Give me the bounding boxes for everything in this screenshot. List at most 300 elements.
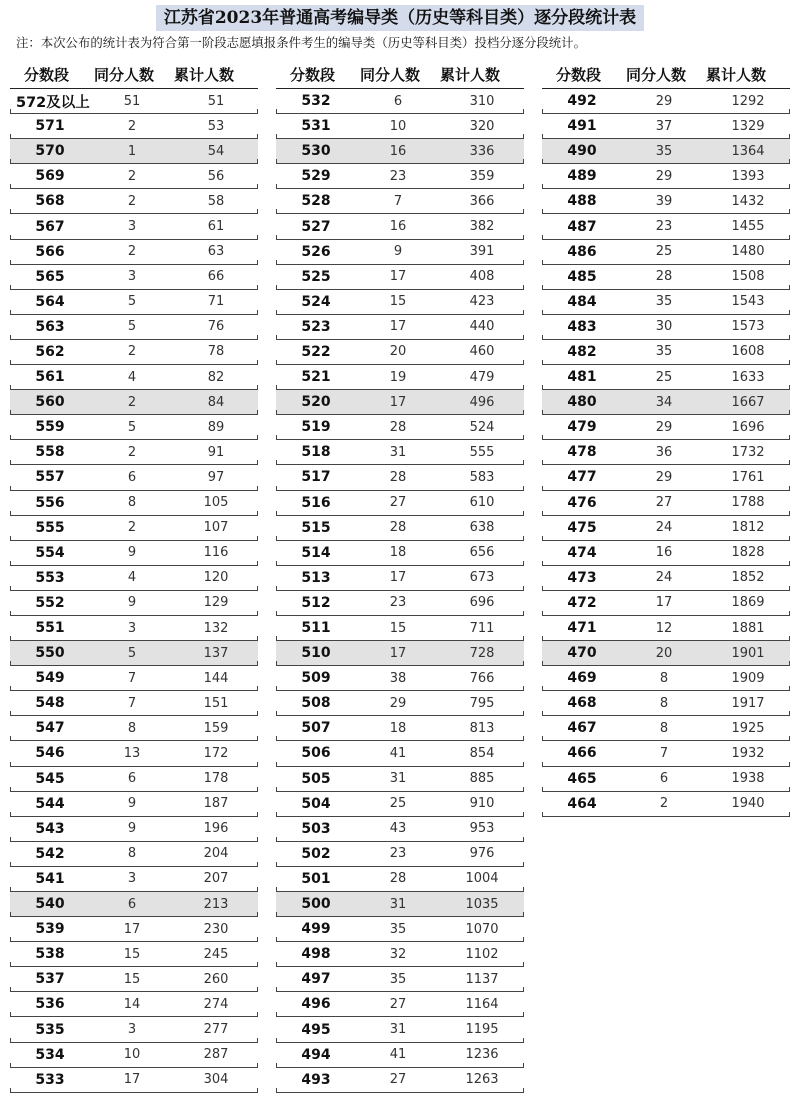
table-row: [542, 114, 790, 139]
header-cumulative: 累计人数: [174, 65, 235, 84]
cumulative-cell: 1852: [731, 570, 765, 586]
same-count-cell: 17: [389, 394, 407, 410]
table-row: [276, 1068, 524, 1093]
score-cell: 464: [567, 795, 597, 812]
cumulative-cell: 260: [203, 971, 229, 987]
same-count-cell: 14: [123, 996, 141, 1012]
table-row: [10, 290, 258, 315]
score-cell: 465: [567, 770, 597, 787]
same-count-cell: 5: [127, 319, 137, 335]
cumulative-cell: 310: [469, 93, 495, 109]
same-count-cell: 1: [127, 143, 137, 159]
cumulative-cell: 277: [203, 1022, 229, 1038]
table-row: [276, 1017, 524, 1042]
table-row: [542, 691, 790, 716]
same-count-cell: 2: [127, 118, 137, 134]
same-count-cell: 23: [389, 846, 407, 862]
table-row: [276, 541, 524, 566]
cumulative-cell: 1901: [731, 645, 765, 661]
cumulative-cell: 1828: [731, 545, 765, 561]
cumulative-cell: 391: [469, 244, 495, 260]
same-count-cell: 35: [655, 294, 673, 310]
cumulative-cell: 1812: [731, 520, 765, 536]
table-column-2: [276, 60, 524, 1093]
table-row: [276, 89, 524, 114]
table-row: [542, 516, 790, 541]
same-count-cell: 17: [389, 570, 407, 586]
same-count-cell: 18: [389, 545, 407, 561]
score-cell: 475: [567, 519, 597, 536]
cumulative-cell: 1455: [731, 219, 765, 235]
score-cell: 498: [301, 946, 331, 963]
score-cell: 508: [301, 695, 331, 712]
same-count-cell: 24: [655, 520, 673, 536]
cumulative-cell: 524: [469, 419, 495, 435]
same-count-cell: 25: [655, 369, 673, 385]
cumulative-cell: 1236: [465, 1047, 499, 1063]
score-cell: 470: [567, 645, 597, 662]
same-count-cell: 16: [389, 143, 407, 159]
score-cell: 568: [35, 193, 65, 210]
score-cell: 471: [567, 620, 597, 637]
same-count-cell: 35: [655, 344, 673, 360]
cumulative-cell: 54: [207, 143, 225, 159]
same-count-cell: 35: [389, 921, 407, 937]
table-header: [10, 60, 258, 88]
cumulative-cell: 204: [203, 846, 229, 862]
cumulative-cell: 187: [203, 796, 229, 812]
score-cell: 517: [301, 469, 331, 486]
table-row: [276, 315, 524, 340]
cumulative-cell: 336: [469, 143, 495, 159]
cumulative-cell: 1195: [465, 1022, 499, 1038]
table-row: [10, 967, 258, 992]
cumulative-cell: 1608: [731, 344, 765, 360]
same-count-cell: 35: [655, 143, 673, 159]
same-count-cell: 28: [389, 469, 407, 485]
same-count-cell: 9: [127, 545, 137, 561]
table-body: [276, 88, 524, 1093]
cumulative-cell: 440: [469, 319, 495, 335]
table-row: [276, 992, 524, 1017]
table-row: [10, 240, 258, 265]
same-count-cell: 6: [127, 469, 137, 485]
score-cell: 486: [567, 243, 597, 260]
cumulative-cell: 213: [203, 896, 229, 912]
table-row: [542, 189, 790, 214]
note-text: 注：本次公布的统计表为符合第一阶段志愿填报条件考生的编导类（历史等科目类）投档分逐分段统计。: [16, 35, 586, 50]
cumulative-cell: 120: [203, 570, 229, 586]
table-row: [276, 189, 524, 214]
cumulative-cell: 274: [203, 996, 229, 1012]
same-count-cell: 4: [127, 369, 137, 385]
score-cell: 533: [35, 1071, 65, 1088]
table-row: [10, 365, 258, 390]
cumulative-cell: 304: [203, 1072, 229, 1088]
table-row: [276, 942, 524, 967]
cumulative-cell: 82: [207, 369, 225, 385]
table-row: [10, 817, 258, 842]
score-cell: 506: [301, 745, 331, 762]
table-row: [542, 666, 790, 691]
header-same-count: 同分人数: [626, 65, 687, 84]
table-row: [10, 465, 258, 490]
cumulative-cell: 1788: [731, 495, 765, 511]
table-row: [276, 641, 524, 666]
table-row: [276, 867, 524, 892]
cumulative-cell: 1940: [731, 796, 765, 812]
table-row: [542, 164, 790, 189]
score-cell: 512: [301, 594, 331, 611]
table-row: [542, 741, 790, 766]
same-count-cell: 15: [389, 620, 407, 636]
same-count-cell: 15: [123, 946, 141, 962]
table-row: [10, 942, 258, 967]
same-count-cell: 17: [123, 921, 141, 937]
cumulative-cell: 116: [203, 545, 229, 561]
score-cell: 557: [35, 469, 65, 486]
score-cell: 558: [35, 444, 65, 461]
same-count-cell: 8: [127, 846, 137, 862]
score-cell: 525: [301, 268, 331, 285]
score-cell: 539: [35, 921, 65, 938]
table-row: [276, 691, 524, 716]
table-row: [10, 315, 258, 340]
score-cell: 538: [35, 946, 65, 963]
cumulative-cell: 76: [207, 319, 225, 335]
cumulative-cell: 1696: [731, 419, 765, 435]
cumulative-cell: 107: [203, 520, 229, 536]
same-count-cell: 2: [127, 244, 137, 260]
same-count-cell: 9: [127, 595, 137, 611]
same-count-cell: 6: [659, 771, 669, 787]
cumulative-cell: 1432: [731, 193, 765, 209]
score-cell: 524: [301, 293, 331, 310]
table-row: [10, 767, 258, 792]
cumulative-cell: 172: [203, 745, 229, 761]
cumulative-cell: 89: [207, 419, 225, 435]
score-cell: 519: [301, 419, 331, 436]
score-cell: 494: [301, 1046, 331, 1063]
table-body: [542, 88, 790, 817]
table-body: [10, 88, 258, 1093]
same-count-cell: 5: [127, 419, 137, 435]
same-count-cell: 9: [393, 244, 403, 260]
cumulative-cell: 84: [207, 394, 225, 410]
same-count-cell: 10: [123, 1047, 141, 1063]
score-cell: 483: [567, 318, 597, 335]
score-cell: 562: [35, 343, 65, 360]
table-row: [10, 666, 258, 691]
cumulative-cell: 359: [469, 168, 495, 184]
cumulative-cell: 656: [469, 545, 495, 561]
table-row: [276, 716, 524, 741]
same-count-cell: 41: [389, 745, 407, 761]
score-cell: 467: [567, 720, 597, 737]
cumulative-cell: 1543: [731, 294, 765, 310]
table-row: [542, 591, 790, 616]
same-count-cell: 12: [655, 620, 673, 636]
cumulative-cell: 1164: [465, 996, 499, 1012]
table-row: [10, 1017, 258, 1042]
cumulative-cell: 1292: [731, 93, 765, 109]
score-cell: 513: [301, 569, 331, 586]
cumulative-cell: 178: [203, 771, 229, 787]
table-row: [276, 817, 524, 842]
score-cell: 522: [301, 343, 331, 360]
score-cell: 542: [35, 845, 65, 862]
cumulative-cell: 245: [203, 946, 229, 962]
same-count-cell: 27: [655, 495, 673, 511]
score-cell: 502: [301, 845, 331, 862]
table-row: [276, 842, 524, 867]
score-cell: 476: [567, 494, 597, 511]
cumulative-cell: 196: [203, 821, 229, 837]
score-cell: 528: [301, 193, 331, 210]
table-row: [10, 566, 258, 591]
cumulative-cell: 673: [469, 570, 495, 586]
cumulative-cell: 91: [207, 444, 225, 460]
cumulative-cell: 1393: [731, 168, 765, 184]
same-count-cell: 3: [127, 219, 137, 235]
same-count-cell: 7: [127, 695, 137, 711]
score-cell: 484: [567, 293, 597, 310]
cumulative-cell: 976: [469, 846, 495, 862]
score-cell: 536: [35, 996, 65, 1013]
cumulative-cell: 320: [469, 118, 495, 134]
table-row: [276, 214, 524, 239]
table-row: [10, 842, 258, 867]
cumulative-cell: 366: [469, 193, 495, 209]
score-cell: 503: [301, 820, 331, 837]
table-row: [10, 189, 258, 214]
table-row: [10, 591, 258, 616]
table-row: [10, 390, 258, 415]
score-cell: 561: [35, 369, 65, 386]
cumulative-cell: 910: [469, 796, 495, 812]
cumulative-cell: 1938: [731, 771, 765, 787]
same-count-cell: 51: [123, 93, 141, 109]
same-count-cell: 24: [655, 570, 673, 586]
cumulative-cell: 638: [469, 520, 495, 536]
score-cell: 488: [567, 193, 597, 210]
table-row: [10, 214, 258, 239]
score-cell: 482: [567, 343, 597, 360]
cumulative-cell: 1004: [465, 871, 499, 887]
cumulative-cell: 728: [469, 645, 495, 661]
cumulative-cell: 97: [207, 469, 225, 485]
same-count-cell: 17: [389, 645, 407, 661]
cumulative-cell: 1070: [465, 921, 499, 937]
cumulative-cell: 711: [469, 620, 495, 636]
same-count-cell: 29: [389, 695, 407, 711]
table-row: [276, 491, 524, 516]
cumulative-cell: 66: [207, 269, 225, 285]
same-count-cell: 9: [127, 796, 137, 812]
cumulative-cell: 766: [469, 670, 495, 686]
cumulative-cell: 1667: [731, 394, 765, 410]
cumulative-cell: 1881: [731, 620, 765, 636]
table-row: [542, 139, 790, 164]
same-count-cell: 17: [655, 595, 673, 611]
cumulative-cell: 207: [203, 871, 229, 887]
same-count-cell: 7: [127, 670, 137, 686]
table-row: [10, 691, 258, 716]
table-header: [276, 60, 524, 88]
same-count-cell: 8: [127, 495, 137, 511]
score-cell: 501: [301, 870, 331, 887]
score-cell: 496: [301, 996, 331, 1013]
same-count-cell: 17: [389, 319, 407, 335]
same-count-cell: 29: [655, 168, 673, 184]
score-cell: 474: [567, 544, 597, 561]
header-cumulative: 累计人数: [706, 65, 767, 84]
score-cell: 549: [35, 670, 65, 687]
table-row: [276, 139, 524, 164]
score-cell: 472: [567, 594, 597, 611]
same-count-cell: 10: [389, 118, 407, 134]
same-count-cell: 2: [127, 394, 137, 410]
table-row: [542, 390, 790, 415]
score-cell: 510: [301, 645, 331, 662]
cumulative-cell: 58: [207, 193, 225, 209]
table-row: [276, 616, 524, 641]
score-cell: 551: [35, 620, 65, 637]
score-cell: 500: [301, 896, 331, 913]
cumulative-cell: 1329: [731, 118, 765, 134]
table-row: [10, 1068, 258, 1093]
same-count-cell: 27: [389, 996, 407, 1012]
same-count-cell: 2: [127, 444, 137, 460]
score-cell: 546: [35, 745, 65, 762]
same-count-cell: 29: [655, 93, 673, 109]
table-row: [542, 541, 790, 566]
table-row: [276, 566, 524, 591]
table-row: [542, 491, 790, 516]
table-row: [276, 917, 524, 942]
table-row: [276, 465, 524, 490]
table-row: [276, 340, 524, 365]
same-count-cell: 6: [127, 771, 137, 787]
score-cell: 565: [35, 268, 65, 285]
score-cell: 537: [35, 971, 65, 988]
score-cell: 553: [35, 569, 65, 586]
score-cell: 541: [35, 870, 65, 887]
table-row: [542, 566, 790, 591]
same-count-cell: 41: [389, 1047, 407, 1063]
cumulative-cell: 555: [469, 444, 495, 460]
cumulative-cell: 1761: [731, 469, 765, 485]
cumulative-cell: 479: [469, 369, 495, 385]
score-cell: 529: [301, 168, 331, 185]
score-cell: 511: [301, 620, 331, 637]
table-row: [10, 114, 258, 139]
table-row: [276, 415, 524, 440]
same-count-cell: 36: [655, 444, 673, 460]
cumulative-cell: 696: [469, 595, 495, 611]
table-row: [542, 465, 790, 490]
table-row: [276, 290, 524, 315]
table-row: [10, 716, 258, 741]
table-row: [10, 491, 258, 516]
same-count-cell: 28: [389, 520, 407, 536]
cumulative-cell: 1102: [465, 946, 499, 962]
same-count-cell: 15: [389, 294, 407, 310]
same-count-cell: 28: [389, 419, 407, 435]
table-row: [10, 641, 258, 666]
table-row: [276, 767, 524, 792]
same-count-cell: 32: [389, 946, 407, 962]
same-count-cell: 13: [123, 745, 141, 761]
score-cell: 560: [35, 394, 65, 411]
table-row: [542, 290, 790, 315]
score-cell: 563: [35, 318, 65, 335]
score-cell: 559: [35, 419, 65, 436]
score-cell: 571: [35, 118, 65, 135]
score-cell: 478: [567, 444, 597, 461]
same-count-cell: 31: [389, 444, 407, 460]
same-count-cell: 8: [659, 695, 669, 711]
score-cell: 523: [301, 318, 331, 335]
score-cell: 556: [35, 494, 65, 511]
same-count-cell: 31: [389, 896, 407, 912]
same-count-cell: 28: [655, 269, 673, 285]
table-row: [10, 992, 258, 1017]
score-cell: 499: [301, 921, 331, 938]
cumulative-cell: 151: [203, 695, 229, 711]
table-row: [542, 89, 790, 114]
table-row: [542, 365, 790, 390]
table-row: [542, 340, 790, 365]
cumulative-cell: 71: [207, 294, 225, 310]
table-row: [10, 139, 258, 164]
score-cell: 547: [35, 720, 65, 737]
score-cell: 527: [301, 218, 331, 235]
table-row: [276, 967, 524, 992]
table-row: [276, 390, 524, 415]
cumulative-cell: 230: [203, 921, 229, 937]
score-cell: 550: [35, 645, 65, 662]
score-cell: 507: [301, 720, 331, 737]
table-row: [276, 265, 524, 290]
score-cell: 572及以上: [16, 94, 90, 111]
score-cell: 505: [301, 770, 331, 787]
same-count-cell: 37: [655, 118, 673, 134]
score-cell: 493: [301, 1071, 331, 1088]
table-row: [10, 541, 258, 566]
score-cell: 469: [567, 670, 597, 687]
score-cell: 490: [567, 143, 597, 160]
table-row: [276, 240, 524, 265]
same-count-cell: 8: [659, 720, 669, 736]
cumulative-cell: 496: [469, 394, 495, 410]
same-count-cell: 28: [389, 871, 407, 887]
cumulative-cell: 408: [469, 269, 495, 285]
same-count-cell: 38: [389, 670, 407, 686]
same-count-cell: 3: [127, 871, 137, 887]
score-cell: 554: [35, 544, 65, 561]
table-row: [276, 666, 524, 691]
score-cell: 515: [301, 519, 331, 536]
header-cumulative: 累计人数: [440, 65, 501, 84]
same-count-cell: 17: [389, 269, 407, 285]
same-count-cell: 19: [389, 369, 407, 385]
table-row: [10, 89, 258, 114]
cumulative-cell: 1508: [731, 269, 765, 285]
score-cell: 495: [301, 1021, 331, 1038]
cumulative-cell: 1869: [731, 595, 765, 611]
score-cell: 545: [35, 770, 65, 787]
